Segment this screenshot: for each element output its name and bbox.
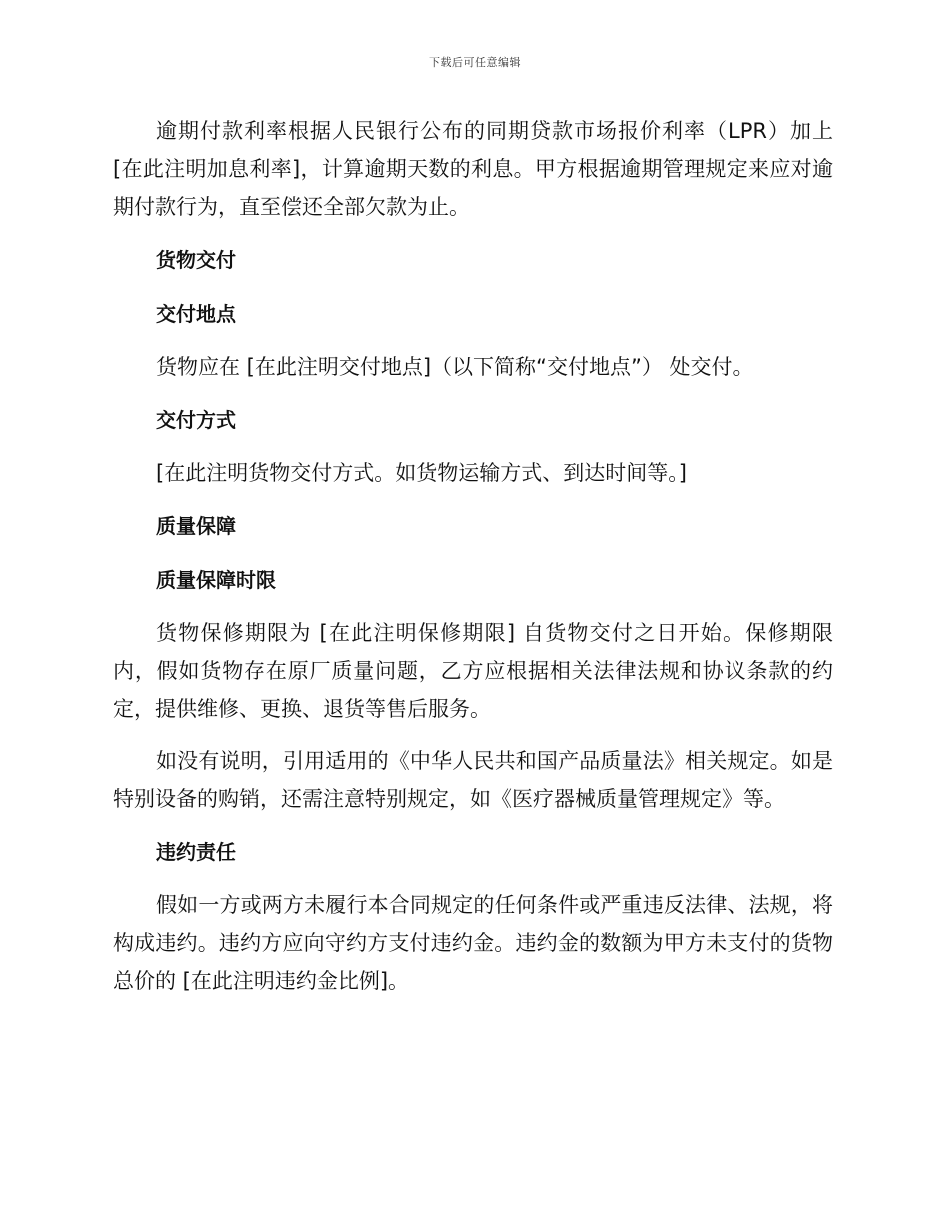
heading-quality-assurance: 质量保障 <box>156 514 236 538</box>
heading-delivery-method: 交付方式 <box>156 408 236 432</box>
paragraph-quality-law: 如没有说明，引用适用的《中华人民共和国产品质量法》相关规定。如是特别设备的购销，还需注意特别规定，如《医疗器械质量管理规定》等。 <box>113 749 833 811</box>
paragraph-delivery-method: [在此注明货物交付方式。如货物运输方式、到达时间等。] <box>156 461 687 485</box>
heading-goods-delivery: 货物交付 <box>156 248 236 272</box>
document-body <box>113 112 833 1014</box>
heading-delivery-place: 交付地点 <box>156 302 236 326</box>
page-header: 下载后可任意编辑 <box>429 56 521 69</box>
paragraph-breach-liability: 假如一方或两方未履行本合同规定的任何条件或严重违反法律、法规，将构成违约。违约方应向守约方支付违约金。违约金的数额为甲方未支付的货物总价的 [在此注明违约金比例]。 <box>113 893 833 993</box>
paragraph-delivery-place: 货物应在 [在此注明交付地点]（以下简称“交付地点”） 处交付。 <box>156 355 754 379</box>
heading-breach-liability: 违约责任 <box>156 840 236 864</box>
paragraph-warranty-term: 货物保修期限为 [在此注明保修期限] 自货物交付之日开始。保修期限内，假如货物存在原厂质量问题，乙方应根据相关法律法规和协议条款的约定，提供维修、更换、退货等售后服务。 <box>113 621 833 721</box>
heading-quality-term: 质量保障时限 <box>156 568 276 592</box>
paragraph-overdue-interest: 逾期付款利率根据人民银行公布的同期贷款市场报价利率（LPR）加上[在此注明加息利率]，计算逾期天数的利息。甲方根据逾期管理规定来应对逾期付款行为，直至偿还全部欠款为止。 <box>113 119 833 219</box>
